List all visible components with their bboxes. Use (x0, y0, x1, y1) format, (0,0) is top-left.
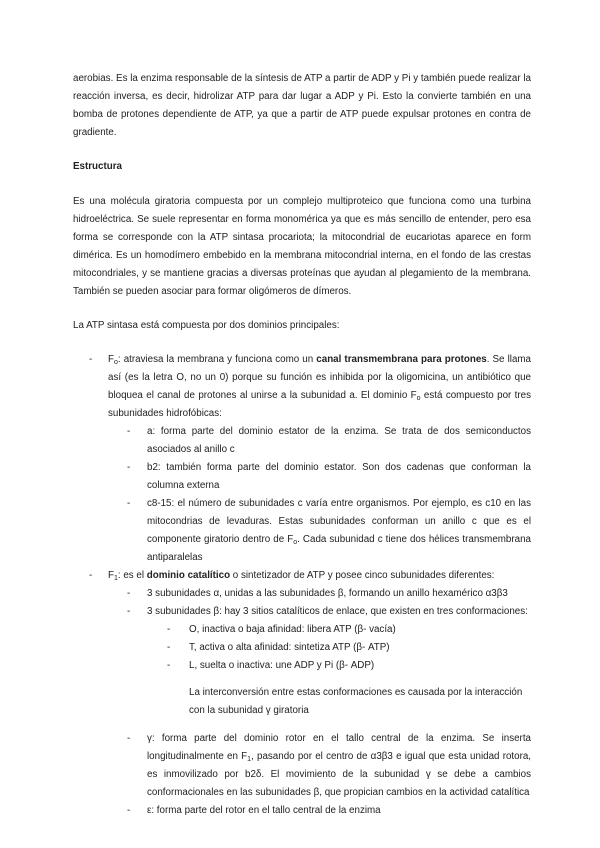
list-item-conformation-t (73, 639, 531, 657)
sub-b2-text: b2: también forma parte del dominio estator. Son dos cadenas que conforman la columna externa (147, 462, 531, 491)
conformation-o-text: O, inactiva o baja afinidad: libera ATP (β- vacía) (189, 624, 396, 635)
list-item-conformation-l (73, 657, 531, 675)
dash-bullet: - (127, 426, 131, 437)
f1-sub: 1 (113, 575, 118, 582)
domains-intro: La ATP sintasa está compuesta por dos dominios principales: (73, 320, 340, 331)
dash-bullet: - (127, 588, 131, 599)
epsilon-text: ε: forma parte del rotor en el tallo central de la enzima (147, 805, 381, 816)
gamma-text-a: γ: forma parte del dominio rotor en el tallo central de la enzima. Se inserta longitudinalmente en F (147, 733, 531, 762)
alpha-text: 3 subunidades α, unidas a las subunidades β, formando un anillo hexamérico α3β3 (147, 588, 508, 599)
dash-bullet: - (89, 570, 93, 581)
fo-sub2: o (416, 395, 421, 402)
sub-c-text-a: c8-15: el número de subunidades c varía entre organismos. Por ejemplo, es c10 en las mitocondrias de levaduras. Estas subunidades conforman un anillo c que es el componente giratorio dentro de F (147, 498, 531, 545)
beta-text: 3 subunidades β: hay 3 sitios catalíticos de enlace, que existen en tres conformaciones: (147, 606, 528, 617)
list-item-gamma (73, 730, 531, 802)
sub-c-text-b: . Cada subunidad c tiene dos hélices transmembrana antiparalelas (147, 534, 531, 563)
interconversion-note: La interconversión entre estas conformaciones es causada por la interacción con la subunidad γ giratoria (189, 687, 523, 716)
sub-a-text: a: forma parte del dominio estator de la enzima. Se trata de dos semiconductos asociados al anillo c (147, 426, 531, 455)
dash-bullet: - (89, 354, 93, 365)
fo-sub: o (113, 359, 118, 366)
fo-text-c: está compuesto por tres subunidades hidrofóbicas: (108, 390, 531, 419)
structure-paragraph: Es una molécula giratoria compuesta por un complejo multiproteico que funciona como una turbina hidroeléctrica. Se suele representar en forma monomérica ya que es más sencillo de entender, pero esa forma se corresponde con la ATP sintasa procariota; la mitocondrial de eucariotas aparece en form dimérica. Es un homodímero embebido en la membrana mitocondrial interna, en el fondo de las crestas mitocondriales, y se mantiene gracias a diversas proteínas que ayudan al plegamiento de la membrana. También se pueden asociar para formar oligómeros de dímeros. (73, 196, 531, 297)
list-item-fo (73, 351, 531, 423)
sub-c-sub: o (293, 539, 298, 546)
f1-bold: dominio catalítico (146, 570, 231, 581)
dash-bullet: - (127, 606, 131, 617)
conformation-l-text: L, suelta o inactiva: une ADP y Pi (β- ADP) (189, 660, 375, 671)
fo-text-b: . Se llama así (es la letra O, no un 0) porque su función es inhibida por la oligomicina, un antibiótico que bloquea el canal de protones al unirse a la subunidad a. El dominio F (108, 354, 532, 401)
list-item-conformation-o (73, 621, 531, 639)
dash-bullet: - (127, 805, 131, 816)
dash-bullet: - (167, 642, 171, 653)
dash-bullet: - (127, 733, 131, 744)
dash-bullet: - (167, 624, 171, 635)
conformation-t-text: T, activa o alta afinidad: sintetiza ATP (β- ATP) (189, 642, 390, 653)
list-item-sub-c (73, 495, 531, 567)
dash-bullet: - (167, 660, 171, 671)
list-item-alpha (73, 585, 531, 603)
list-item-sub-a (73, 423, 531, 459)
fo-name: F (108, 354, 114, 365)
f1-text-a: : es el (117, 570, 147, 581)
dash-bullet: - (127, 462, 131, 473)
list-item-epsilon (73, 802, 531, 820)
f1-text-b: o sintetizador de ATP y posee cinco subunidades diferentes: (230, 570, 495, 581)
intro-paragraph: aerobias. Es la enzima responsable de la síntesis de ATP a partir de ADP y Pi y también puede realizar la reacción inversa, es decir, hidrolizar ATP para dar lugar a ADP y Pi. Esto la convierte también en una bomba de protones dependiente de ATP, ya que a partir de ATP puede expulsar protones en contra de gradiente. (73, 73, 531, 138)
fo-text-a: : atraviesa la membrana y funciona como un (117, 354, 317, 365)
list-item-sub-b2 (73, 459, 531, 495)
f1-name: F (108, 570, 114, 581)
fo-bold: canal transmembrana para protones (316, 354, 487, 365)
gamma-sub: 1 (247, 756, 252, 763)
gamma-text-b: , pasando por el centro de α3β3 e igual que esta unidad rotora, es inmovilizado por b2δ. El movimiento de la subunidad γ se debe a cambios conformacionales en las subunidades β, que propician cambios en la actividad catalítica (147, 751, 532, 798)
document-body (73, 70, 531, 820)
list-item-f1 (73, 567, 531, 585)
section-heading: Estructura (73, 161, 122, 172)
list-item-beta (73, 603, 531, 621)
dash-bullet: - (127, 498, 131, 509)
